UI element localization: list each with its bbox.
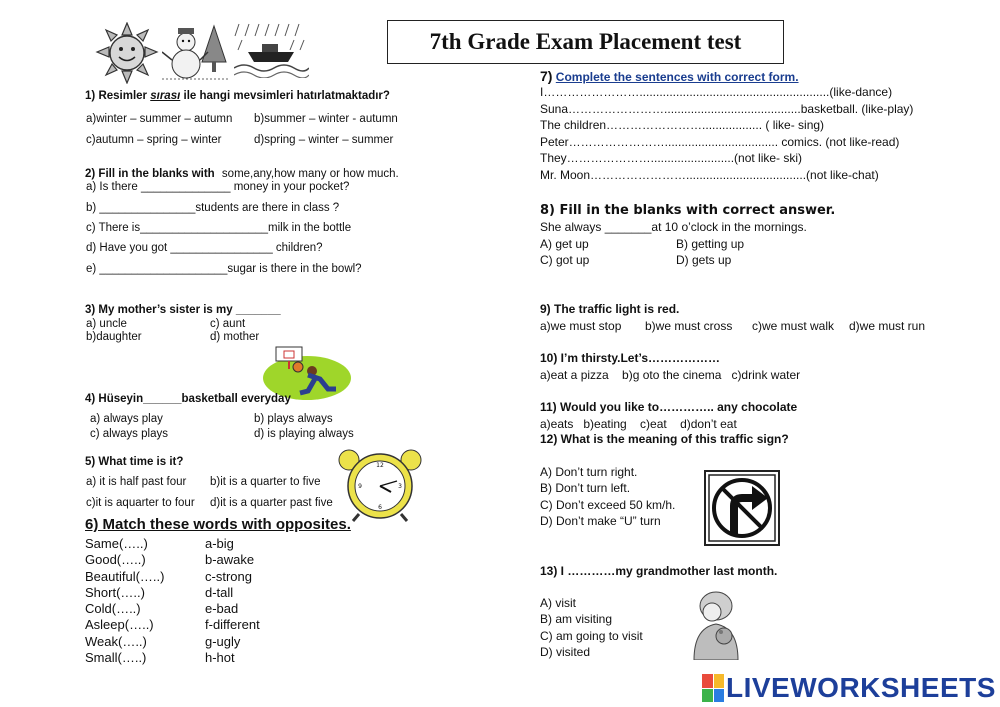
q2-item-b[interactable]: b) _______________students are there in class ? xyxy=(86,202,340,214)
liveworksheets-logo[interactable] xyxy=(702,672,996,704)
q4-option-d[interactable]: d) is playing always xyxy=(254,428,354,440)
q6-opposite: c-strong xyxy=(205,568,252,584)
q6-word: Small(…..) xyxy=(85,650,147,666)
q7-sentence: They………………….........................(not like- ski) xyxy=(540,151,803,166)
q2-item-a[interactable]: a) Is there ______________ money in your pocket? xyxy=(86,181,350,193)
q4-option-c[interactable]: c) always plays xyxy=(90,428,168,440)
q3-option-b[interactable]: b)daughter xyxy=(86,331,142,343)
q7-sentence: Mr. Moon……………………....................................(not like-chat) xyxy=(540,167,879,182)
q12-option-b[interactable]: B) Don’t turn left. xyxy=(540,481,631,495)
q5-option-b[interactable]: b)it is a quarter to five xyxy=(210,476,321,488)
q13-option-d[interactable]: D) visited xyxy=(540,645,591,659)
q3-option-d[interactable]: d) mother xyxy=(210,331,260,343)
q10-options[interactable]: a)eat a pizza b)g oto the cinema c)drink water xyxy=(540,368,801,382)
q12-heading: 12) What is the meaning of this traffic sign? xyxy=(540,432,789,446)
q6-heading: 6) Match these words with opposites. xyxy=(85,516,351,533)
grandmother-icon xyxy=(688,584,744,660)
q3-heading: 3) My mother’s sister is my _______ xyxy=(85,304,281,316)
q8-option-b[interactable]: B) getting up xyxy=(676,237,745,251)
q6-opposite: f-different xyxy=(205,617,260,633)
q6-word-list xyxy=(85,536,164,666)
q1-option-d[interactable]: d)spring – winter – summer xyxy=(254,134,394,146)
q3-option-c[interactable]: c) aunt xyxy=(210,318,246,330)
q7-heading-text: Complete the sentences with correct form. xyxy=(555,70,799,84)
q6-word: Same(…..) xyxy=(85,536,148,551)
q12-option-d[interactable]: D) Don’t make “U” turn xyxy=(540,514,661,528)
q2-item-e[interactable]: e) ____________________sugar is there in the bowl? xyxy=(86,263,362,275)
q13-option-a[interactable]: A) visit xyxy=(540,596,576,610)
q5-option-a[interactable]: a) it is half past four xyxy=(86,476,187,488)
q1-post: ile hangi mevsimleri hatırlatmaktadır? xyxy=(183,90,390,102)
q2-item-d[interactable]: d) Have you got ________________ children? xyxy=(86,242,323,254)
q11-options[interactable]: a)eats b)eating c)eat d)don’t eat xyxy=(540,417,737,431)
q7-sentence: Peter…………………….................................. comics. (not like-read) xyxy=(540,134,900,149)
q1-emph: sırası xyxy=(150,90,181,102)
q6-opposite: g-ugly xyxy=(205,633,241,649)
q1-heading xyxy=(85,90,390,102)
q13-option-b[interactable]: B) am visiting xyxy=(540,612,613,626)
q2-heading xyxy=(85,168,399,180)
q6-opposite: h-hot xyxy=(205,650,235,666)
q3-option-a[interactable]: a) uncle xyxy=(86,318,127,330)
q7-sentence: The children…………………….................. ( like- sing) xyxy=(540,118,825,133)
q9-option-c[interactable]: c)we must walk xyxy=(752,319,835,333)
q11-heading: 11) Would you like to………….. any chocolate xyxy=(540,400,798,414)
q8-stem: She always _______at 10 o’clock in the mornings. xyxy=(540,220,807,234)
q1-option-b[interactable]: b)summer – winter - autumn xyxy=(254,113,398,125)
q6-word: Asleep(…..) xyxy=(85,617,154,633)
q13-heading: 13) I …………my grandmother last month. xyxy=(540,564,778,578)
q7-lines xyxy=(540,84,913,184)
q6-word: Short(…..) xyxy=(85,584,145,600)
q6-word: Weak(…..) xyxy=(85,633,147,649)
q5-option-d[interactable]: d)it is a quarter past five xyxy=(210,497,333,509)
q2-heading-main: 2) Fill in the blanks with xyxy=(85,168,215,180)
q4-option-b[interactable]: b) plays always xyxy=(254,413,333,425)
q10-heading: 10) I’m thirsty.Let’s……………… xyxy=(540,351,721,365)
q7-sentence: I…………………….........................................................(like-dance) xyxy=(540,85,893,99)
q9-option-b[interactable]: b)we must cross xyxy=(645,319,733,333)
q7-heading xyxy=(540,68,799,84)
q6-opposite: a-big xyxy=(205,536,234,551)
svg-text:6: 6 xyxy=(378,504,382,511)
svg-text:9: 9 xyxy=(358,483,362,490)
snowman-icon xyxy=(162,22,230,82)
q6-opposite: d-tall xyxy=(205,584,234,600)
q6-opposite-list xyxy=(205,536,260,666)
q4-heading: 4) Hüseyin______basketball everyday xyxy=(85,393,291,405)
rain-boat-icon xyxy=(234,22,309,78)
q6-opposite: b-awake xyxy=(205,552,255,568)
q9-option-a[interactable]: a)we must stop xyxy=(540,319,622,333)
q12-option-c[interactable]: C) Don’t exceed 50 km/h. xyxy=(540,498,676,512)
logo-mark-icon xyxy=(702,674,724,702)
q12-option-a[interactable]: A) Don’t turn right. xyxy=(540,465,638,479)
svg-text:12: 12 xyxy=(376,462,384,469)
logo-text: LIVEWORKSHEETS xyxy=(726,672,996,703)
q1-option-a[interactable]: a)winter – summer – autumn xyxy=(86,113,233,125)
no-right-turn-sign-icon xyxy=(704,470,780,546)
q2-heading-words: some,any,how many or how much. xyxy=(221,168,399,180)
q8-option-d[interactable]: D) gets up xyxy=(676,253,732,267)
q6-word: Cold(…..) xyxy=(85,601,141,617)
q6-word: Good(…..) xyxy=(85,552,146,568)
q8-option-c[interactable]: C) got up xyxy=(540,253,590,267)
q7-number: 7) xyxy=(540,68,553,84)
q4-option-a[interactable]: a) always play xyxy=(90,413,163,425)
page-title: 7th Grade Exam Placement test xyxy=(387,20,784,64)
q8-heading: 8) Fill in the blanks with correct answer. xyxy=(540,203,836,218)
q9-option-d[interactable]: d)we must run xyxy=(849,319,926,333)
q7-sentence: Suna…………………….........................................basketball. (like-play) xyxy=(540,101,914,116)
q2-item-c[interactable]: c) There is____________________milk in the bottle xyxy=(86,222,352,234)
alarm-clock-icon xyxy=(335,448,425,522)
svg-text:3: 3 xyxy=(398,483,402,490)
sun-icon xyxy=(95,22,160,84)
q8-option-a[interactable]: A) get up xyxy=(540,237,589,251)
q1-option-c[interactable]: c)autumn – spring – winter xyxy=(86,134,222,146)
q1-pre: Resimler xyxy=(98,90,148,102)
q1-number: 1) xyxy=(85,90,96,102)
q6-opposite: e-bad xyxy=(205,601,239,617)
q9-heading: 9) The traffic light is red. xyxy=(540,302,680,316)
q13-option-c[interactable]: C) am going to visit xyxy=(540,629,643,643)
q5-option-c[interactable]: c)it is aquarter to four xyxy=(86,497,195,509)
q5-heading: 5) What time is it? xyxy=(85,456,184,468)
q6-word: Beautiful(…..) xyxy=(85,568,165,584)
